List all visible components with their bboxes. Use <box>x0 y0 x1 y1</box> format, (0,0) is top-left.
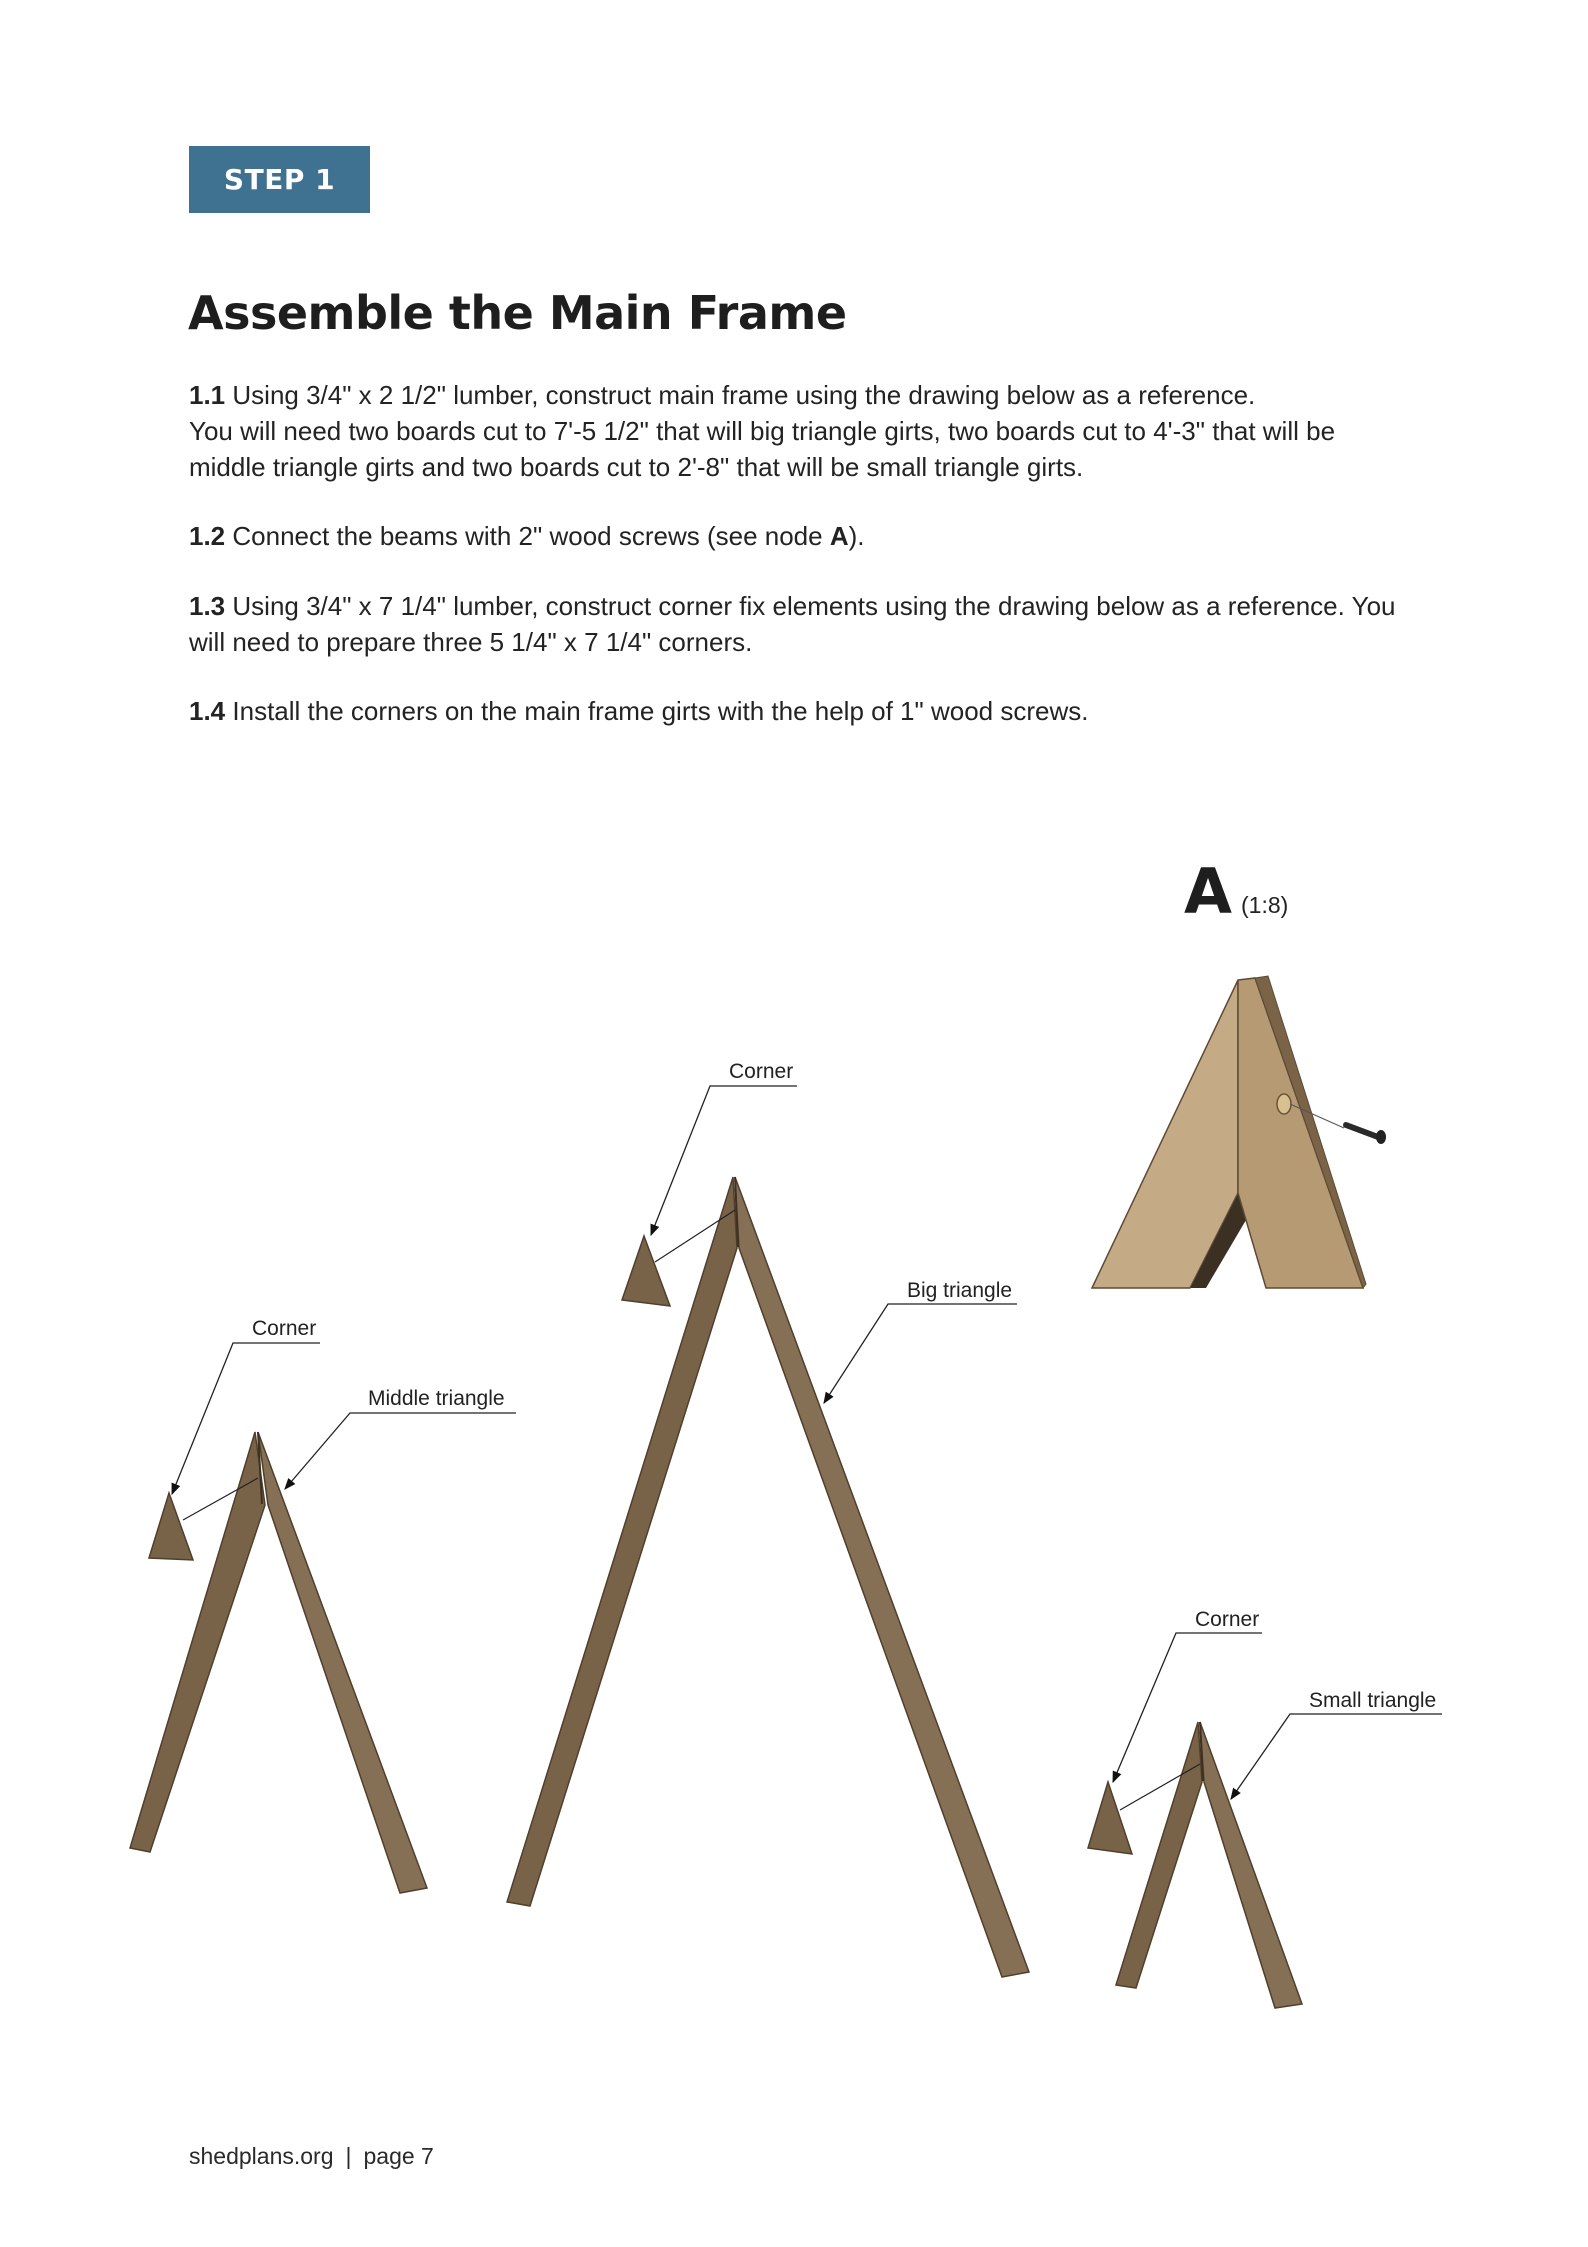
node-reference: A <box>829 521 849 551</box>
step-badge <box>189 146 370 213</box>
instruction-1-2 <box>189 518 1459 554</box>
page-title: Assemble the Main Frame <box>188 286 847 340</box>
step-number: 1.3 <box>189 591 226 621</box>
footer-separator: | <box>345 2143 352 2169</box>
screw-icon <box>1346 1125 1386 1144</box>
label-corner-middle: Corner <box>252 1317 317 1340</box>
small-left-board <box>1116 1722 1202 1988</box>
label-small-triangle: Small triangle <box>1309 1689 1437 1712</box>
middle-triangle-frame <box>130 1432 427 1893</box>
assembly-diagram <box>0 820 1588 2060</box>
footer-page: page 7 <box>363 2143 434 2169</box>
instruction-text: ). <box>848 521 865 551</box>
label-corner-small: Corner <box>1195 1608 1260 1631</box>
instruction-text: Install the corners on the main frame girts with the help of 1" wood screws. <box>232 696 1089 726</box>
instruction-line: You will need two boards cut to 7'-5 1/2" that will big triangle girts, two boards cut to 4'-3" that will be <box>189 416 1336 446</box>
instruction-1-1 <box>189 377 1459 485</box>
instruction-line: Using 3/4" x 2 1/2" lumber, construct main frame using the drawing below as a reference. <box>232 380 1256 410</box>
middle-left-board <box>130 1432 265 1852</box>
instruction-line: Using 3/4" x 7 1/4" lumber, construct corner fix elements using the drawing below as a reference. You <box>232 591 1396 621</box>
screw-hole <box>1277 1094 1291 1114</box>
footer <box>189 2143 434 2170</box>
step-number: 1.1 <box>189 380 226 410</box>
small-corner <box>1088 1782 1132 1854</box>
label-corner-big: Corner <box>729 1060 794 1083</box>
step-number: 1.4 <box>189 696 226 726</box>
small-right-board <box>1200 1722 1302 2008</box>
node-face-right <box>1238 978 1363 1288</box>
big-left-board <box>507 1177 737 1906</box>
instruction-text: Connect the beams with 2" wood screws (see node <box>232 521 830 551</box>
label-big-triangle: Big triangle <box>907 1279 1013 1302</box>
node-scale: (1:8) <box>1241 892 1289 918</box>
instruction-1-4 <box>189 693 1459 729</box>
instruction-line: will need to prepare three 5 1/4" x 7 1/4" corners. <box>189 627 753 657</box>
step-number: 1.2 <box>189 521 226 551</box>
middle-corner <box>149 1493 193 1560</box>
instruction-1-3 <box>189 588 1459 660</box>
label-middle-triangle: Middle triangle <box>368 1387 505 1410</box>
middle-right-board <box>258 1432 427 1893</box>
node-letter: A <box>1184 855 1232 928</box>
step-label: STEP 1 <box>223 163 336 196</box>
node-a-detail <box>1092 976 1386 1288</box>
footer-site: shedplans.org <box>189 2143 334 2169</box>
instruction-line: middle triangle girts and two boards cut to 2'-8" that will be small triangle girts. <box>189 452 1084 482</box>
big-corner <box>622 1236 670 1306</box>
